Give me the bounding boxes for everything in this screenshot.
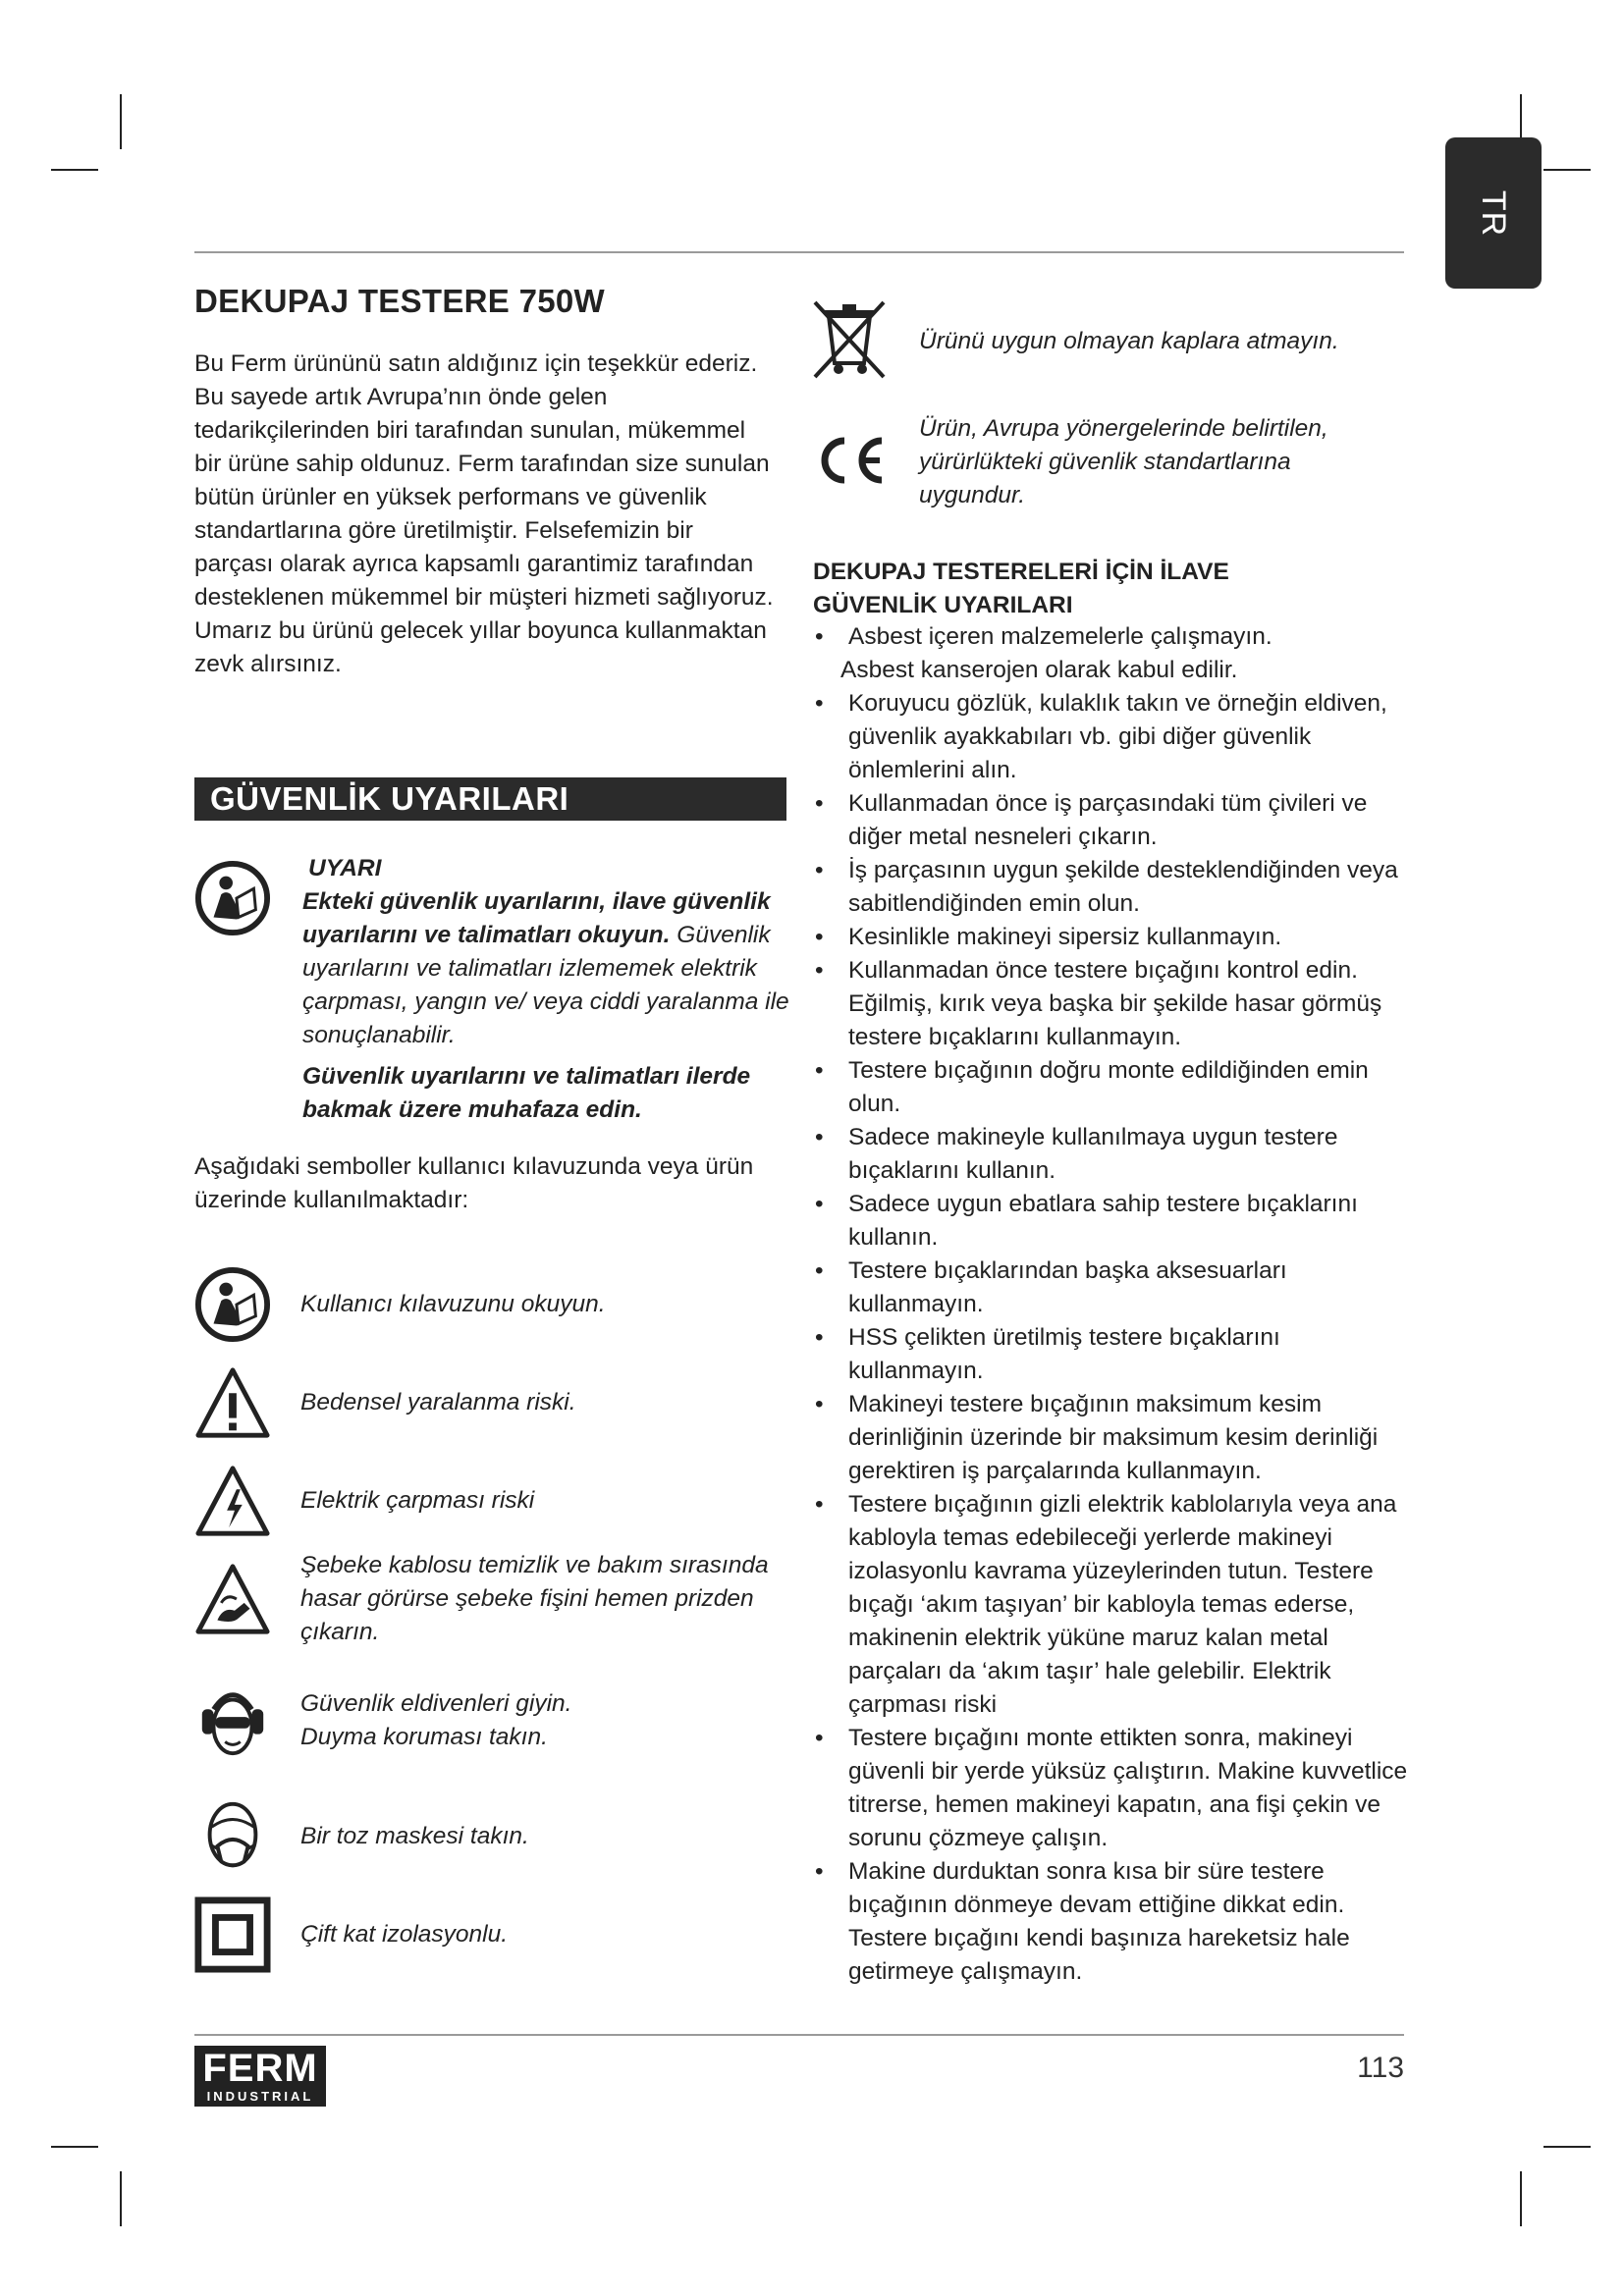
list-item-text: Kesinlikle makineyi sipersiz kullanmayın.	[848, 924, 1282, 950]
symbol-row	[194, 1463, 784, 1539]
list-item	[813, 1388, 1412, 1488]
goggles-earmuffs-icon	[194, 1682, 271, 1759]
crop-mark	[120, 94, 122, 149]
unplug-icon	[194, 1561, 271, 1637]
warning-block	[302, 852, 793, 1127]
list-item-text: Kullanmadan önce iş parçasındaki tüm çivileri ve diğer metal nesneleri çıkarın.	[848, 790, 1368, 850]
list-item	[813, 687, 1412, 787]
list-item	[813, 854, 1412, 921]
footer-rule	[194, 2034, 1404, 2036]
list-item-text: Koruyucu gözlük, kulaklık takın ve örneğin eldiven, güvenlik ayakkabıları vb. gibi diğer güvenlik önlemlerini alın.	[848, 690, 1387, 783]
symbol-text: Bedensel yaralanma riski.	[300, 1389, 576, 1415]
read-manual-icon	[194, 860, 271, 936]
symbol-row	[194, 1682, 784, 1759]
crop-mark	[1543, 169, 1591, 171]
list-item-text: Makine durduktan sonra kısa bir süre testere bıçağının dönmeye devam ettiğine dikkat edin. Testere bıçağını kendi başınıza hareketsiz hale getirmeye çalışmayın.	[848, 1858, 1350, 1985]
list-item	[813, 1255, 1412, 1321]
symbols-intro: Aşağıdaki semboller kullanıcı kılavuzunda veya ürün üzerinde kullanılmaktadır:	[194, 1153, 754, 1213]
list-item-text: Testere bıçağını monte ettikten sonra, makineyi güvenli bir yerde yüksüz çalıştırın. Makine kuvvetlice titrerse, hemen makineyi kapatın, ana fişi çekin ve sorunu çözmeye çalışın.	[848, 1725, 1408, 1851]
list-item	[813, 1722, 1412, 1855]
page-number: 113	[1357, 2052, 1404, 2084]
list-item	[813, 1188, 1412, 1255]
warning-keep-text: Güvenlik uyarılarını ve talimatları ilerde bakmak üzere muhafaza edin.	[302, 1063, 751, 1123]
warning-bold-text: Ekteki güvenlik uyarılarını, ilave güvenlik uyarılarını ve talimatları okuyun.	[302, 888, 771, 948]
crop-mark	[1520, 2171, 1522, 2226]
symbol-row	[194, 1798, 784, 1875]
list-item	[813, 787, 1412, 854]
dust-mask-icon	[194, 1798, 271, 1875]
warning-italic-text: Güvenlik uyarılarını ve talimatları izlememek elektrik çarpması, yangın ve/ veya ciddi yaralanma ile sonuçlanabilir.	[302, 922, 789, 1048]
list-item-text: Testere bıçağının doğru monte edildiğinden emin olun.	[848, 1057, 1369, 1117]
extra-warnings-heading: DEKUPAJ TESTERELERİ İÇİN İLAVE GÜVENLİK UYARILARI	[813, 559, 1229, 618]
symbol-text: Elektrik çarpması riski	[300, 1487, 535, 1514]
list-item-continuation: Asbest kanserojen olarak kabul edilir.	[840, 657, 1238, 683]
disposal-text: Ürünü uygun olmayan kaplara atmayın.	[919, 328, 1339, 354]
warning-icon	[194, 1364, 271, 1441]
gloves-text: Güvenlik eldivenleri giyin.	[300, 1690, 572, 1717]
list-item-text: Testere bıçağının gizli elektrik kablolarıyla veya ana kabloyla temas edebileceği yerlerde makineyi izolasyonlu kavrama yüzeylerinden tutun. Testere bıçağı ‘akım taşıyan’ bir kabloyla temas ederse, makinenin elektrik yüküne maruz kalan metal parçaları da ‘akım taşır’ hale gelebilir. Elektrik çarpması riski	[848, 1491, 1397, 1718]
wheelie-bin-icon	[811, 298, 888, 386]
list-item-text: HSS çelikten üretilmiş testere bıçaklarını kullanmayın.	[848, 1324, 1280, 1384]
crop-mark	[120, 2171, 122, 2226]
list-item-text: Sadece makineyle kullanılmaya uygun testere bıçaklarını kullanın.	[848, 1124, 1338, 1184]
page-title: DEKUPAJ TESTERE 750W	[194, 283, 605, 319]
list-item	[813, 954, 1412, 1054]
electric-shock-icon	[194, 1463, 271, 1539]
list-item-text: Makineyi testere bıçağının maksimum kesim derinliğinin üzerinde bir maksimum kesim derinliği gerektiren iş parçalarında kullanmayın.	[848, 1391, 1379, 1484]
ce-mark-icon	[811, 431, 888, 495]
disposal-row	[811, 300, 1400, 383]
list-item	[813, 1321, 1412, 1388]
symbol-text: Çift kat izolasyonlu.	[300, 1921, 509, 1948]
crop-mark	[51, 2146, 98, 2148]
list-item	[813, 921, 1412, 954]
symbol-row	[194, 1364, 784, 1441]
list-item-text: Testere bıçaklarından başka aksesuarları kullanmayın.	[848, 1257, 1287, 1317]
list-item	[813, 1855, 1412, 1989]
logo-wordmark: FERM	[202, 2047, 318, 2090]
manual-icon	[194, 1266, 271, 1343]
crop-mark	[51, 169, 98, 171]
list-item-text: Sadece uygun ebatlara sahip testere bıçaklarını kullanın.	[848, 1191, 1358, 1251]
intro-paragraph: Bu Ferm ürününü satın aldığınız için teşekkür ederiz. Bu sayede artık Avrupa’nın önde gelen tedarikçilerinden biri tarafından sunulan, mükemmel bir ürüne sahip oldunuz. Ferm tarafından size sunulan bütün ürünler en yüksek performans ve güvenlik standartlarına göre üretilmiştir. Felsefemizin bir parçası olarak ayrıca kapsamlı garantimiz tarafından desteklenen mükemmel bir müşteri hizmeti sağlıyoruz. Umarız bu ürünü gelecek yıllar boyunca kullanmaktan zevk alırsınız.	[194, 350, 774, 677]
list-item	[813, 1121, 1412, 1188]
list-item-text: Asbest içeren malzemelerle çalışmayın.	[848, 623, 1272, 650]
hearing-text: Duyma koruması takın.	[300, 1724, 548, 1750]
crop-mark	[1543, 2146, 1591, 2148]
list-item	[813, 620, 1412, 687]
symbol-text: Bir toz maskesi takın.	[300, 1823, 529, 1849]
symbol-text	[300, 1687, 571, 1754]
header-rule	[194, 251, 1404, 253]
symbol-text: Şebeke kablosu temizlik ve bakım sırasında hasar görürse şebeke fişini hemen prizden çıkarın.	[300, 1552, 769, 1645]
ce-text: Ürün, Avrupa yönergelerinde belirtilen, yürürlükteki güvenlik standartlarına uygundur.	[919, 415, 1328, 508]
symbol-row	[194, 1549, 784, 1649]
list-item	[813, 1488, 1412, 1722]
ce-row	[811, 412, 1400, 512]
warning-label: UYARI	[308, 855, 382, 881]
list-item-text: Kullanmadan önce testere bıçağını kontrol edin. Eğilmiş, kırık veya başka bir şekilde hasar görmüş testere bıçaklarını kullanmayın.	[848, 957, 1382, 1050]
list-item	[813, 1054, 1412, 1121]
extra-warnings-list	[813, 620, 1412, 1989]
double-insulation-icon	[194, 1896, 271, 1973]
language-tab	[1445, 137, 1542, 289]
symbol-row	[194, 1896, 784, 1973]
symbol-text: Kullanıcı kılavuzunu okuyun.	[300, 1291, 606, 1317]
logo-subtitle: INDUSTRIAL	[206, 2089, 314, 2104]
safety-section-heading: GÜVENLİK UYARILARI	[194, 777, 786, 821]
list-item-text: İş parçasının uygun şekilde desteklendiğinden veya sabitlendiğinden emin olun.	[848, 857, 1398, 917]
language-tab-label: TR	[1475, 189, 1513, 237]
ferm-logo	[194, 2046, 326, 2107]
symbol-row	[194, 1266, 784, 1343]
